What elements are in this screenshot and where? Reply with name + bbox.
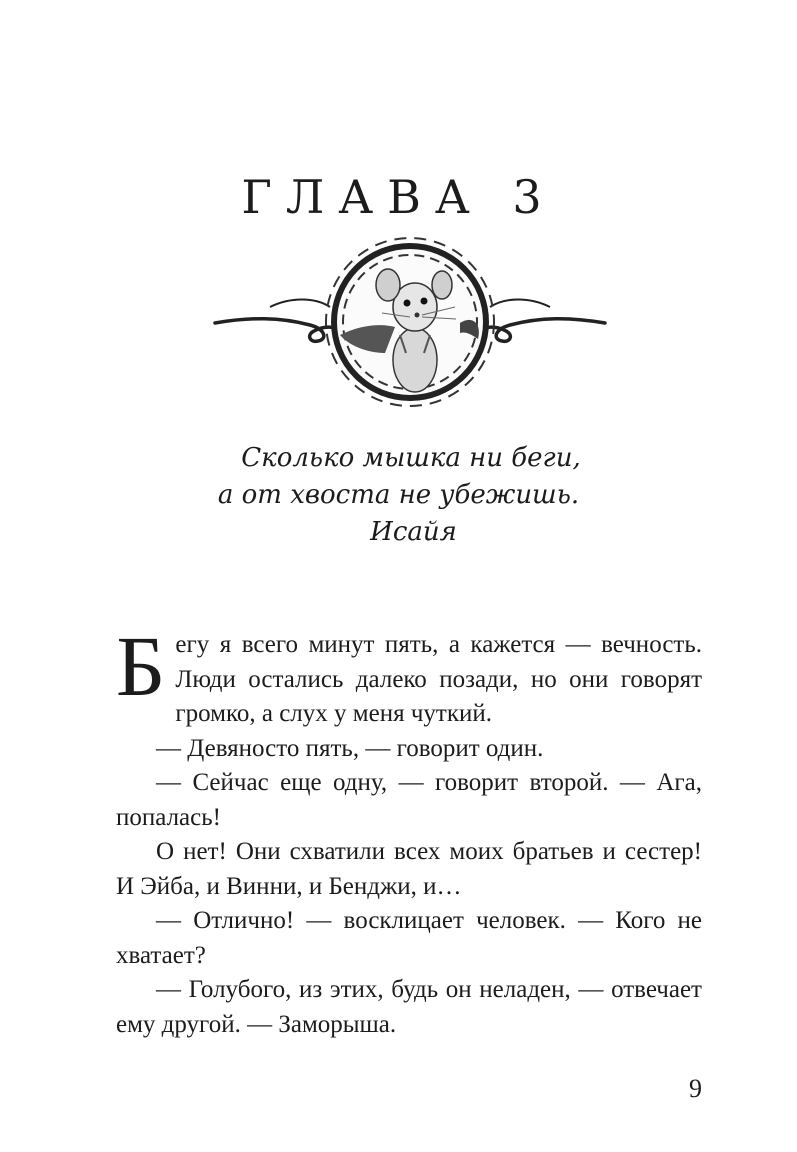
mouse-vignette-icon xyxy=(210,235,610,410)
drop-cap: Б xyxy=(116,618,166,714)
epigraph-line: а от хвоста не убежишь. xyxy=(217,480,580,510)
epigraph-author: Исайя xyxy=(370,517,457,547)
chapter-body xyxy=(116,618,702,1042)
paragraph-text: егу я всего минут пять, а кажется — вечность. Люди остались далеко позади, но они говорят громко, а слух у меня чуткий. xyxy=(175,631,702,727)
paragraph xyxy=(116,618,702,732)
paragraph: — Отлично! — восклицает человек. — Кого не хватает? xyxy=(116,907,702,969)
paragraph: О нет! Они схватили всех моих братьев и сестер! И Эйба, и Винни, и Бенджи, и… xyxy=(116,838,702,900)
paragraph: — Сейчас еще одну, — говорит второй. — Ага, попалась! xyxy=(116,769,702,831)
chapter-title: ГЛАВА 3 xyxy=(241,170,556,224)
page-number: 9 xyxy=(689,1074,702,1103)
paragraph: — Голубого, из этих, будь он неладен, — отвечает ему другой. — Заморыша. xyxy=(116,976,702,1038)
paragraph: — Девяносто пять, — говорит один. xyxy=(156,734,544,762)
epigraph xyxy=(0,440,797,551)
epigraph-line: Сколько мышка ни беги, xyxy=(241,443,581,473)
